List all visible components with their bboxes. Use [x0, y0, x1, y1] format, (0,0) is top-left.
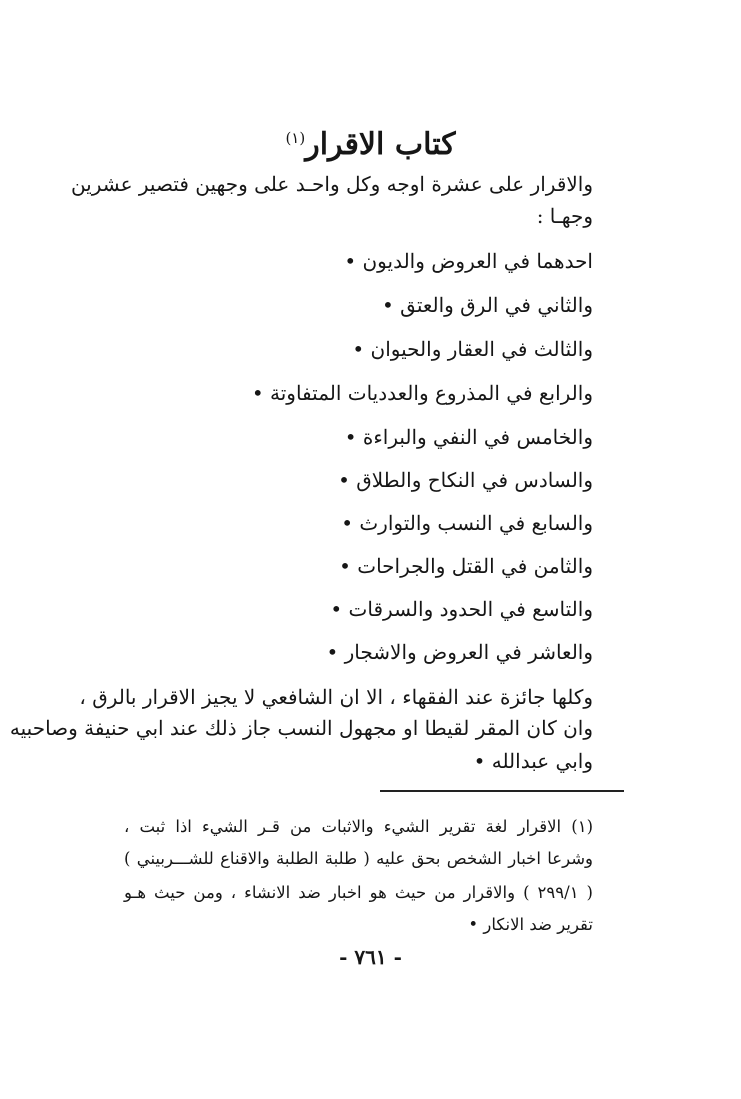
closing-line: وابي عبدالله •	[473, 749, 593, 773]
list-item: احدهما في العروض والديون •	[344, 249, 593, 273]
intro-line: والاقرار على عشرة اوجه وكل واحـد على وجهين فتصير عشرين	[70, 172, 593, 196]
footnote-line: تقرير ضد الانكار •	[468, 915, 593, 934]
list-item: والثالث في العقار والحيوان •	[352, 337, 593, 361]
intro-line: وجهـا :	[536, 204, 593, 228]
chapter-title-text: كتاب الاقرار	[305, 127, 456, 162]
footnote-line: وشرعا اخبار الشخص بحق عليه ( طلبة الطلبة والاقناع للشـــربيني )	[124, 849, 593, 868]
list-item: والثامن في القتل والجراحات •	[339, 554, 593, 578]
footnote-marker: (١)	[285, 129, 306, 147]
list-item: والثاني في الرق والعتق •	[381, 293, 593, 317]
list-item: والسابع في النسب والتوارث •	[341, 511, 593, 535]
footnote-separator	[380, 790, 624, 792]
page-number: - ٧٦١ -	[339, 945, 402, 969]
list-item: والتاسع في الحدود والسرقات •	[330, 597, 593, 621]
footnote-line: (١) الاقرار لغة تقرير الشيء والاثبات من قـر الشيء اذا ثبت ،	[124, 817, 593, 836]
list-item: والعاشر في العروض والاشجار •	[326, 640, 593, 664]
closing-line: وكلها جائزة عند الفقهاء ، الا ان الشافعي لا يجيز الاقرار بالرق ،	[79, 685, 593, 709]
list-item: والسادس في النكاح والطلاق •	[338, 468, 593, 492]
list-item: والرابع في المذروع والعدديات المتفاوتة •	[251, 381, 593, 405]
chapter-title	[0, 116, 741, 167]
list-item: والخامس في النفي والبراءة •	[344, 425, 593, 449]
closing-line: وان كان المقر لقيطا او مجهول النسب جاز ذلك عند ابي حنيفة وصاحبيه	[9, 716, 593, 740]
footnote-line: ( ٢٩٩/١ ) والاقرار من حيث هو اخبار ضد الانشاء ، ومن حيث هـو	[124, 883, 593, 902]
